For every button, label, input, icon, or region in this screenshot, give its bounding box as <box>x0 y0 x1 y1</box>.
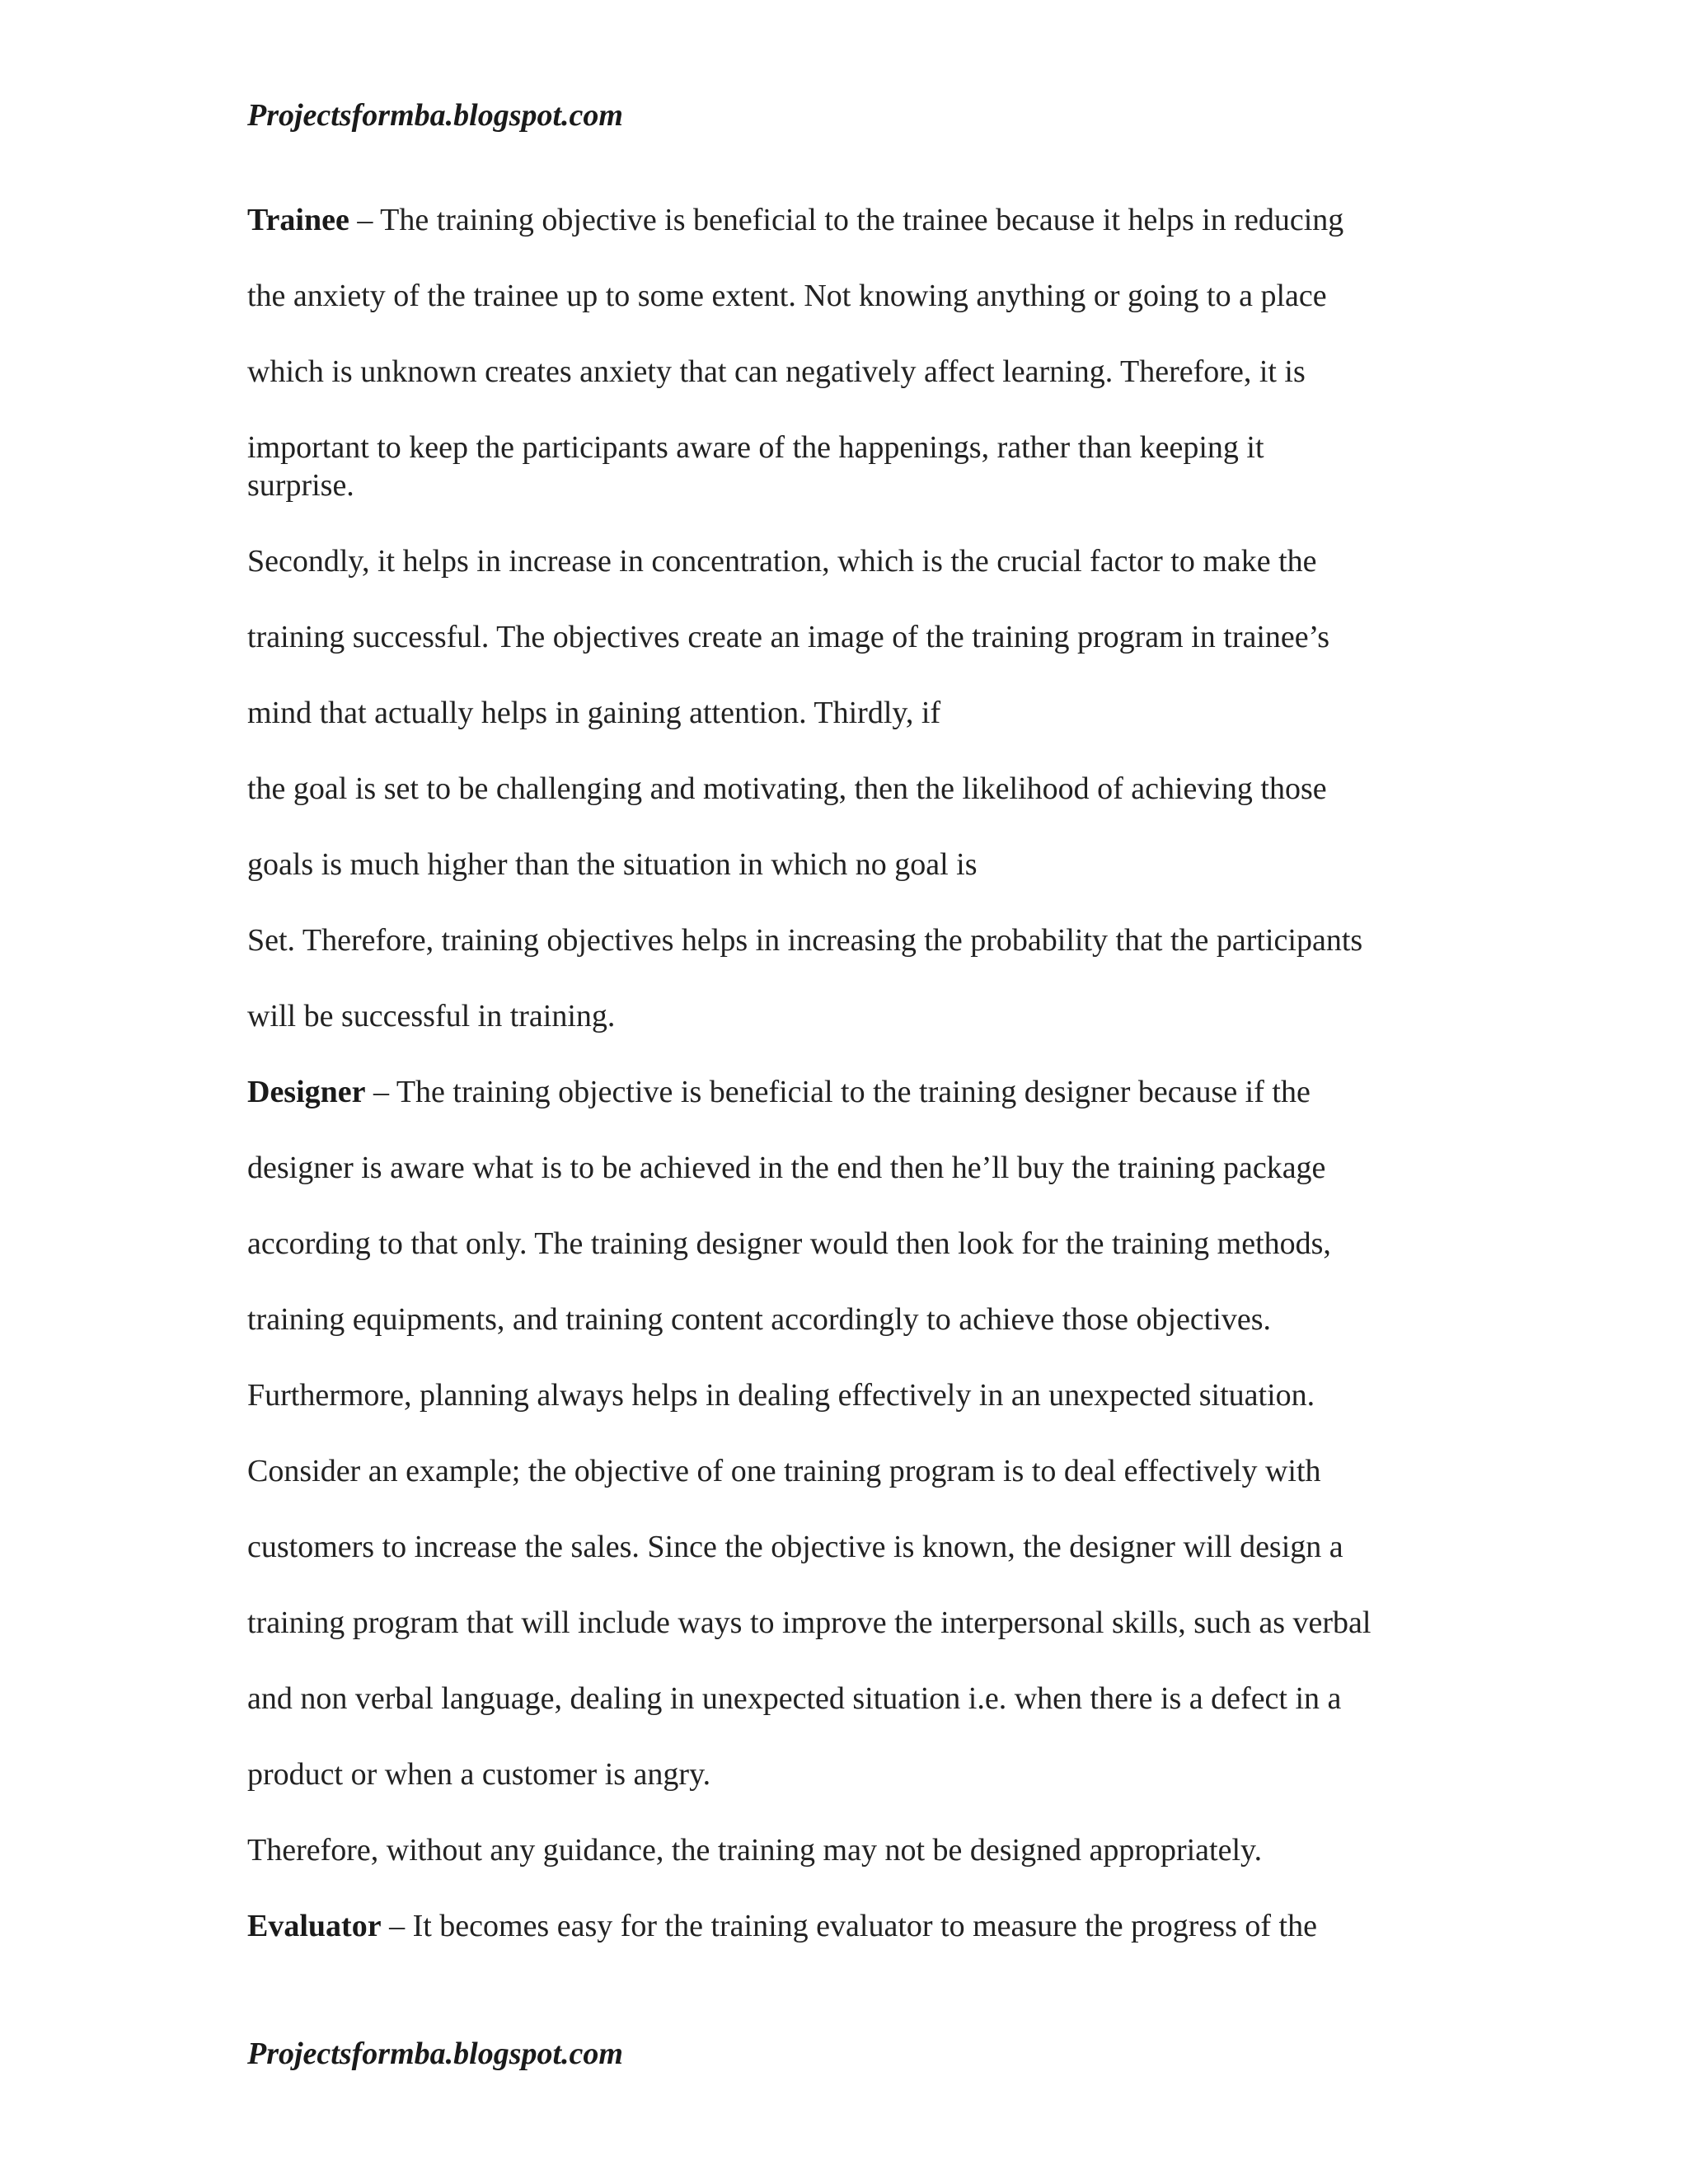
line-text: – The training objective is beneficial to the trainee because it helps in reducing <box>349 203 1344 237</box>
body-line <box>247 1907 1317 1945</box>
term-label: Trainee <box>247 203 349 237</box>
line-text: mind that actually helps in gaining attention. Thirdly, if <box>247 696 941 730</box>
body-line <box>247 770 1327 808</box>
line-text: designer is aware what is to be achieved in the end then he’ll buy the training package <box>247 1151 1326 1185</box>
body-line <box>247 1755 710 1793</box>
line-text: the goal is set to be challenging and motivating, then the likelihood of achieving those <box>247 771 1327 806</box>
body-line <box>247 353 1306 391</box>
body-line <box>247 1149 1325 1187</box>
body-line <box>247 466 354 504</box>
term-label: Designer <box>247 1075 366 1109</box>
line-text: Set. Therefore, training objectives helps in increasing the probability that the participants <box>247 923 1363 958</box>
body-line <box>247 1225 1331 1263</box>
body-line <box>247 1604 1371 1642</box>
body-line <box>247 201 1343 239</box>
line-text: Furthermore, planning always helps in dealing effectively in an unexpected situation. <box>247 1378 1315 1413</box>
body-line <box>247 1073 1311 1111</box>
line-text: according to that only. The training designer would then look for the training methods, <box>247 1226 1331 1261</box>
term-label: Evaluator <box>247 1909 382 1943</box>
line-text: Secondly, it helps in increase in concentration, which is the crucial factor to make the <box>247 544 1317 579</box>
line-text: the anxiety of the trainee up to some extent. Not knowing anything or going to a place <box>247 279 1327 313</box>
body-line <box>247 1680 1341 1718</box>
body-line <box>247 429 1264 466</box>
body-line <box>247 694 940 732</box>
body-line <box>247 1831 1262 1869</box>
line-text: important to keep the participants aware of the happenings, rather than keeping it <box>247 430 1264 465</box>
body-line <box>247 1528 1343 1566</box>
body-line <box>247 846 978 883</box>
body-line <box>247 277 1327 315</box>
body-line <box>247 1301 1271 1338</box>
page-header: Projectsformba.blogspot.com <box>247 98 623 133</box>
line-text: – It becomes easy for the training evaluator to measure the progress of the <box>381 1909 1317 1943</box>
page-footer: Projectsformba.blogspot.com <box>247 2036 623 2071</box>
line-text: product or when a customer is angry. <box>247 1757 711 1792</box>
body-line <box>247 618 1329 656</box>
body-line <box>247 997 615 1035</box>
body-line <box>247 1452 1321 1490</box>
line-text: Consider an example; the objective of one training program is to deal effectively with <box>247 1454 1321 1488</box>
line-text: which is unknown creates anxiety that can negatively affect learning. Therefore, it is <box>247 354 1306 389</box>
line-text: training successful. The objectives create an image of the training program in trainee’s <box>247 620 1329 654</box>
line-text: and non verbal language, dealing in unexpected situation i.e. when there is a defect in a <box>247 1681 1342 1716</box>
line-text: goals is much higher than the situation in which no goal is <box>247 847 978 882</box>
line-text: training equipments, and training content accordingly to achieve those objectives. <box>247 1302 1272 1337</box>
line-text: will be successful in training. <box>247 999 616 1033</box>
line-text: Therefore, without any guidance, the training may not be designed appropriately. <box>247 1833 1263 1868</box>
line-text: training program that will include ways to improve the interpersonal skills, such as verbal <box>247 1605 1372 1640</box>
line-text: – The training objective is beneficial to the training designer because if the <box>365 1075 1311 1109</box>
line-text: surprise. <box>247 468 354 503</box>
body-line <box>247 921 1362 959</box>
line-text: customers to increase the sales. Since the objective is known, the designer will design a <box>247 1530 1343 1564</box>
body-line <box>247 542 1317 580</box>
body-line <box>247 1376 1315 1414</box>
